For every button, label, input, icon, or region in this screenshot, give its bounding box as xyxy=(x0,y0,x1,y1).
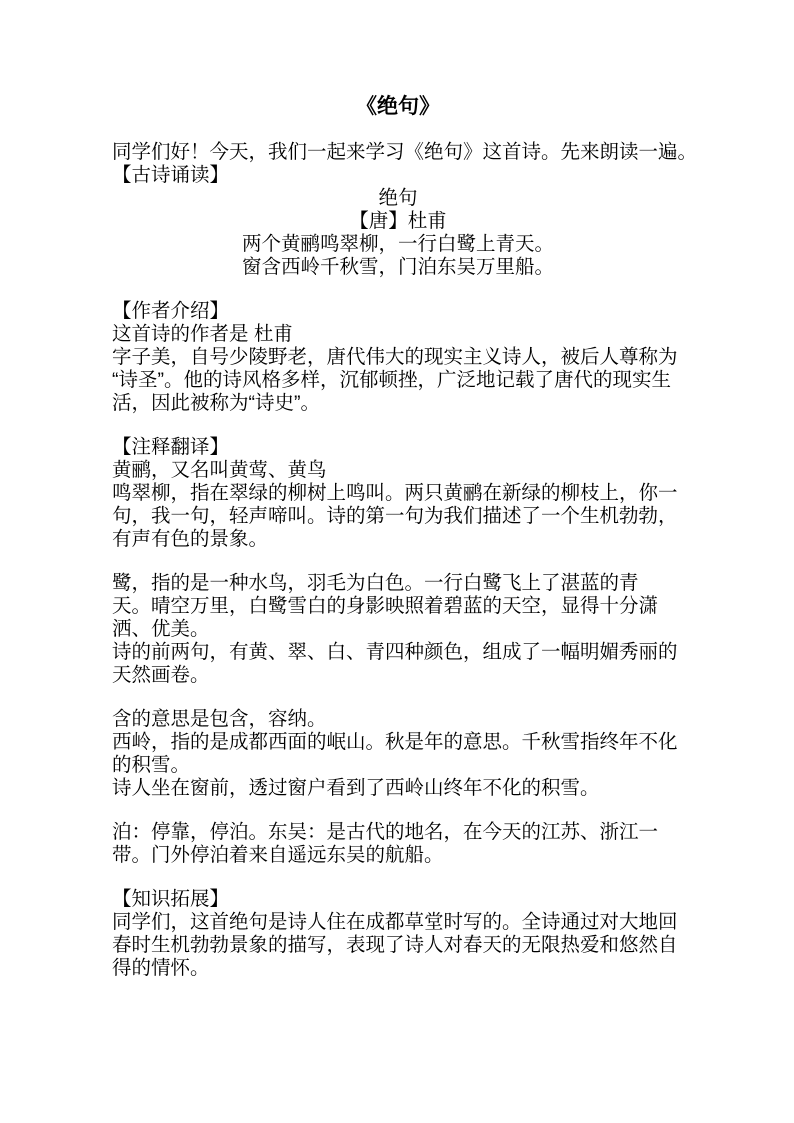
text-line: 两个黄鹂鸣翠柳，一行白鹭上青天。 xyxy=(241,233,554,255)
text-line: 黄鹂，又名叫黄莺、黄鸟 xyxy=(112,459,327,481)
text-line: 同学们，这首绝句是诗人住在成都草堂时写的。全诗通过对大地回 xyxy=(112,911,678,933)
text-line: 洒、优美。 xyxy=(112,618,210,640)
text-line: 句，我一句，轻声啼叫。诗的第一句为我们描述了一个生机勃勃， xyxy=(112,505,678,527)
text-line: 鸣翠柳，指在翠绿的柳树上鸣叫。两只黄鹂在新绿的柳枝上，你一 xyxy=(112,482,678,504)
document-title: 《绝句》 xyxy=(356,95,440,118)
text-line: 得的情怀。 xyxy=(112,957,210,979)
text-line: 有声有色的景象。 xyxy=(112,528,269,550)
text-line: 绝句 xyxy=(378,187,418,209)
text-line: 春时生机勃勃景象的描写，表现了诗人对春天的无限热爱和悠然自 xyxy=(112,934,678,956)
text-line: 泊：停靠，停泊。东吴：是古代的地名，在今天的江苏、浙江一 xyxy=(112,821,659,843)
text-line: 的积雪。 xyxy=(112,754,191,776)
section-heading: 【古诗诵读】 xyxy=(112,164,230,186)
blank-line xyxy=(112,551,684,572)
text-line: 【唐】杜甫 xyxy=(349,210,447,232)
text-line: 含的意思是包含，容纳。 xyxy=(112,708,327,730)
text-line: 窗含西岭千秋雪，门泊东吴万里船。 xyxy=(241,256,554,278)
text-line: 西岭，指的是成都西面的岷山。秋是年的意思。千秋雪指终年不化 xyxy=(112,731,678,753)
text-line: 活，因此被称为“诗史”。 xyxy=(112,392,320,414)
section-heading: 【知识拓展】 xyxy=(112,888,230,910)
blank-line xyxy=(112,687,684,708)
text-line: 天。晴空万里，白鹭雪白的身影映照着碧蓝的天空，显得十分潇 xyxy=(112,595,659,617)
blank-line xyxy=(112,800,684,821)
text-line: 字子美，自号少陵野老，唐代伟大的现实主义诗人，被后人尊称为 xyxy=(112,346,678,368)
section-heading: 【注释翻译】 xyxy=(112,436,230,458)
text-line: 诗的前两句，有黄、翠、白、青四种颜色，组成了一幅明媚秀丽的 xyxy=(112,641,678,663)
text-line: 同学们好！今天，我们一起来学习《绝句》这首诗。先来朗读一遍。 xyxy=(112,141,698,163)
document-content xyxy=(112,94,698,980)
text-line: “诗圣”。他的诗风格多样，沉郁顿挫，广泛地记载了唐代的现实生 xyxy=(112,369,671,391)
blank-line xyxy=(112,415,684,436)
text-line: 带。门外停泊着来自遥远东吴的航船。 xyxy=(112,844,444,866)
blank-line xyxy=(112,120,684,141)
text-line: 诗人坐在窗前，透过窗户看到了西岭山终年不化的积雪。 xyxy=(112,777,600,799)
section-heading: 【作者介绍】 xyxy=(112,300,230,322)
text-line: 天然画卷。 xyxy=(112,664,210,686)
text-line: 鹭，指的是一种水鸟，羽毛为白色。一行白鹭飞上了湛蓝的青 xyxy=(112,572,639,594)
text-line: 这首诗的作者是 杜甫 xyxy=(112,323,293,345)
blank-line xyxy=(112,867,684,888)
blank-line xyxy=(112,279,684,300)
